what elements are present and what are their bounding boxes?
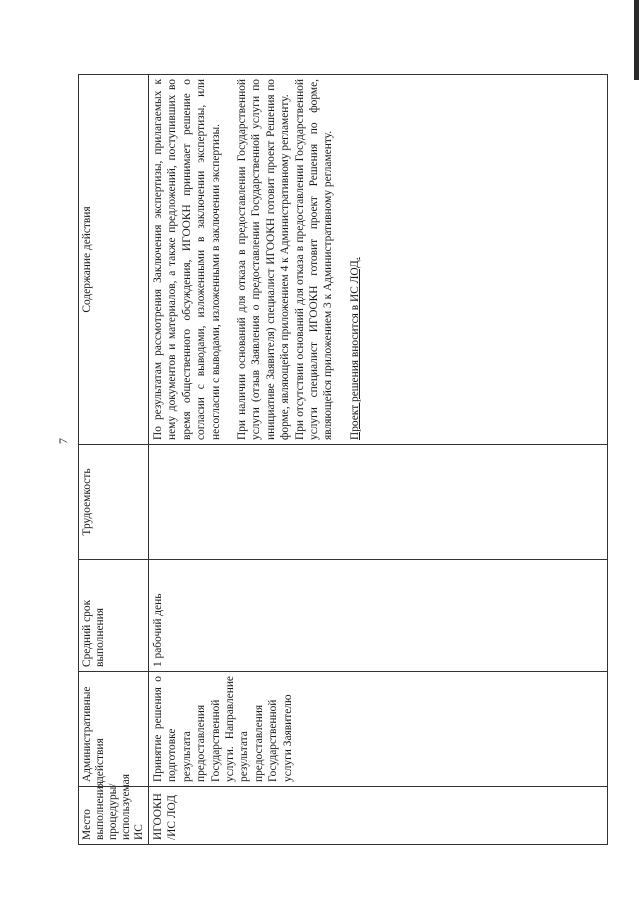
- header-content: Содержание действия: [79, 75, 149, 445]
- content-paragraph-4: Проект решения вносится в ИС ЛОД.: [348, 257, 361, 440]
- content-paragraph-3: При отсутствии оснований для отказа в предоставлении Государственной услуги специалист ИГООКН готовит проект Решения по форме, являющейся приложением 3 к Административному регламенту.: [293, 79, 335, 440]
- scan-edge-mark: [634, 0, 639, 80]
- header-place: Место выполнения процедуры/используемая ИС: [79, 787, 149, 845]
- cell-admin-action: Принятие решения о подготовке результата предоставления Государственной услуги. Направление результата предоставления Государственной услуги Заявителю: [149, 672, 608, 787]
- header-admin-actions: Административные действия: [79, 672, 149, 787]
- procedure-table: [78, 74, 608, 845]
- table-row: [149, 75, 608, 845]
- table-header-row: [79, 75, 149, 845]
- page-number: 7: [56, 438, 70, 444]
- header-labor: Трудоемкость: [79, 445, 149, 560]
- cell-term: 1 рабочий день: [149, 560, 608, 672]
- content-paragraph-2: При наличии оснований для отказа в предоставлении Государственной услуги (отзыв Заявления о предоставлении Государственной услуги по инициативе Заявителя) специалист ИГООКН готовит проект Решения по форме, являющейся приложением 4 к Административному регламенту.: [236, 79, 292, 440]
- cell-place: ИГООКН /ИС ЛОД: [149, 787, 608, 845]
- header-term: Средний срок выполнения: [79, 560, 149, 672]
- cell-labor: [149, 445, 608, 560]
- cell-content: [149, 75, 608, 445]
- content-paragraph-1: По результатам рассмотрения Заключения экспертизы, прилагаемых к нему документов и материалов, а также предложений, поступивших во время общественного обсуждения, ИГООКН принимает решение о согласии с выводами, изложенными в заключении экспертизы, или несогласии с выводами, изложенными в заключении экспертизы.: [152, 79, 222, 440]
- rotated-table-wrapper: [78, 75, 608, 845]
